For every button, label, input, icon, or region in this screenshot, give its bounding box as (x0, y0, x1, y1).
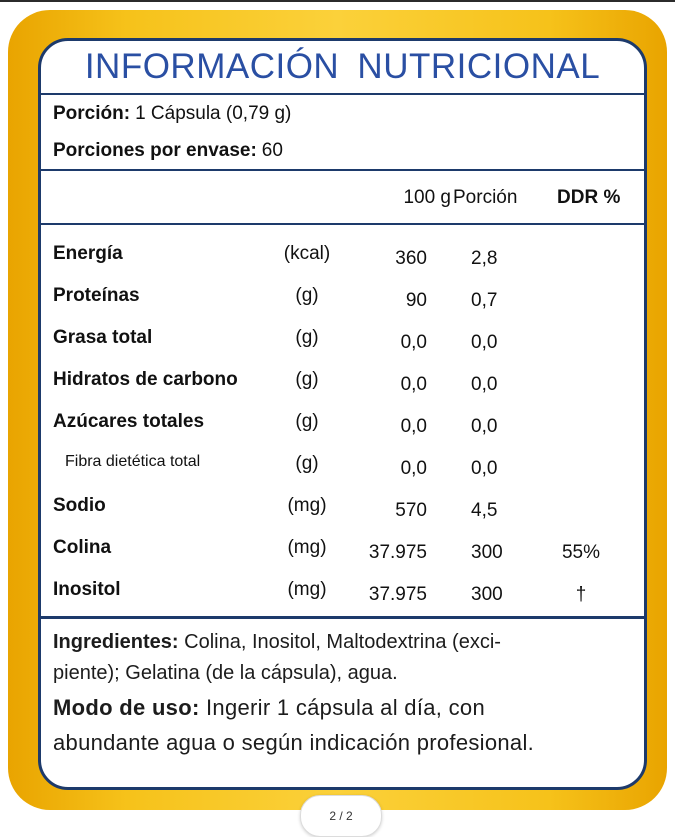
nutrient-name: Colina (53, 537, 112, 558)
value-per-100g: 0,0 (400, 374, 427, 395)
serving-size-row (53, 95, 632, 132)
usage-text-2: abundante agua o según indicación profesional. (53, 730, 535, 755)
table-row (41, 361, 644, 403)
nutrient-unit: (kcal) (283, 243, 331, 264)
table-row (41, 487, 644, 529)
nutrient-name: Fibra dietética total (65, 453, 201, 470)
nutrient-name: Azúcares totales (53, 411, 205, 432)
value-ddr: † (575, 584, 587, 605)
nutrient-unit: (mg) (287, 537, 327, 558)
value-per-100g: 37.975 (368, 542, 427, 563)
value-per-portion: 2,8 (471, 248, 498, 269)
nutrient-name: Hidratos de carbono (53, 369, 238, 390)
value-per-portion: 0,0 (471, 458, 498, 479)
nutrient-name: Proteínas (53, 285, 140, 306)
ingredients-text-1: Colina, Inositol, Maltodextrina (exci- (184, 631, 501, 653)
column-header-row (41, 171, 644, 223)
value-per-100g: 0,0 (400, 332, 427, 353)
table-row (41, 319, 644, 361)
table-row (41, 277, 644, 319)
nutrient-unit: (g) (295, 369, 319, 390)
nutrition-label (38, 38, 647, 790)
servings-per-container-row (53, 132, 632, 169)
value-per-portion: 300 (471, 584, 503, 605)
serving-info (41, 95, 644, 169)
servings-per-container-label: Porciones por envase: (53, 139, 257, 161)
table-row (41, 403, 644, 445)
value-per-portion: 4,5 (471, 500, 498, 521)
nutrient-name: Sodio (53, 495, 106, 516)
ingredients-line-1 (53, 627, 632, 658)
nutrient-name: Grasa total (53, 327, 153, 348)
serving-size-value: 1 Cápsula (0,79 g) (135, 102, 292, 124)
table-row (41, 235, 644, 277)
value-ddr: 55% (561, 542, 601, 563)
value-per-100g: 360 (395, 248, 427, 269)
nutrient-unit: (g) (295, 327, 319, 348)
servings-per-container-value: 60 (261, 139, 283, 161)
value-per-portion: 0,0 (471, 332, 498, 353)
nutrient-unit: (g) (295, 411, 319, 432)
top-divider (0, 0, 675, 2)
label-title: INFORMACIÓN NUTRICIONAL (41, 41, 644, 95)
value-per-100g: 570 (395, 500, 427, 521)
nutrient-unit: (g) (295, 453, 319, 474)
nutrient-name: Inositol (53, 579, 121, 600)
table-row (41, 571, 644, 613)
ingredients-section (41, 616, 644, 787)
nutrient-unit: (mg) (287, 495, 327, 516)
usage-line-1 (53, 691, 632, 724)
table-row (41, 445, 644, 487)
usage-label: Modo de uso: (53, 695, 200, 720)
usage-text-1: Ingerir 1 cápsula al día, con (206, 695, 485, 720)
page-indicator[interactable]: 2 / 2 (300, 795, 382, 837)
value-per-100g: 0,0 (400, 458, 427, 479)
table-row (41, 529, 644, 571)
value-per-100g: 0,0 (400, 416, 427, 437)
value-per-portion: 0,0 (471, 416, 498, 437)
value-per-portion: 300 (471, 542, 503, 563)
value-per-portion: 0,0 (471, 374, 498, 395)
column-header-portion: Porción (453, 187, 518, 208)
nutrient-unit: (mg) (287, 579, 327, 600)
nutrient-name: Energía (53, 243, 123, 264)
nutrient-unit: (g) (295, 285, 319, 306)
column-header-ddr: DDR % (557, 187, 621, 208)
value-per-100g: 90 (405, 290, 427, 311)
ingredients-label: Ingredientes: (53, 631, 179, 653)
serving-size-label: Porción: (53, 102, 131, 124)
column-header-100g: 100 g (403, 187, 451, 208)
value-per-100g: 37.975 (368, 584, 427, 605)
value-per-portion: 0,7 (471, 290, 498, 311)
ingredients-text-2: piente); Gelatina (de la cápsula), agua. (53, 662, 398, 684)
